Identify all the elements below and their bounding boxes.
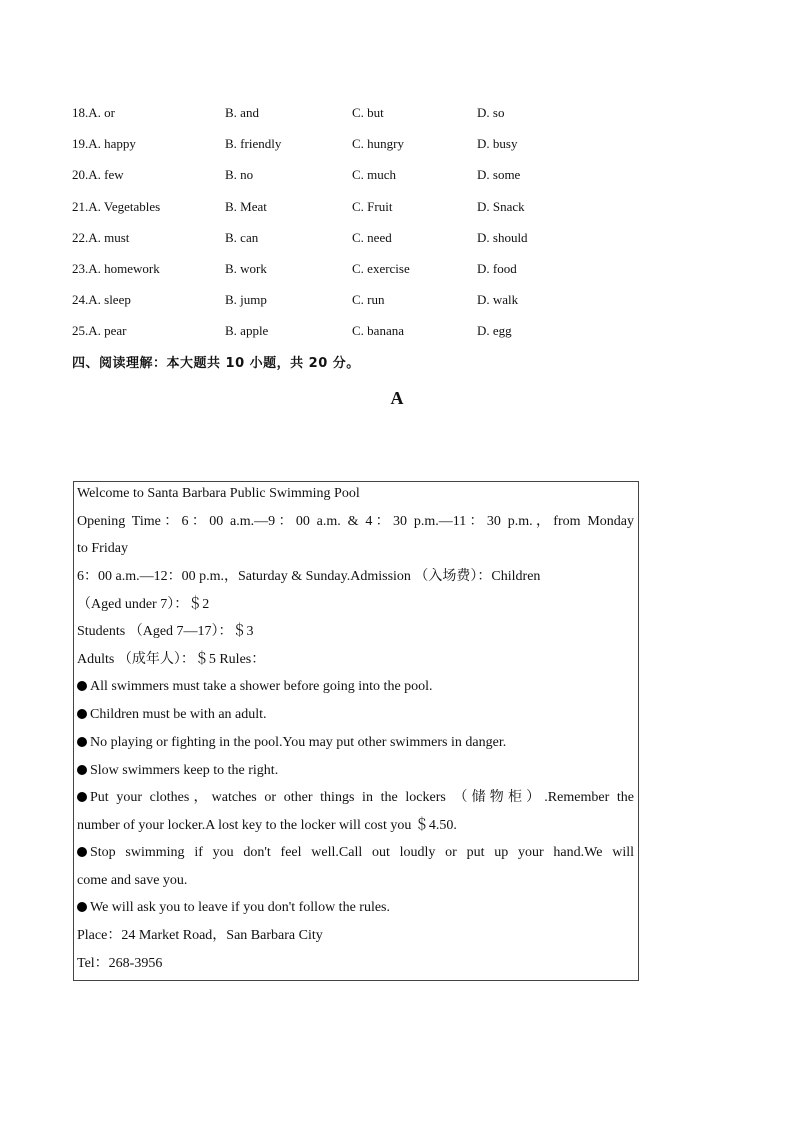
question-number: 25. <box>72 323 89 339</box>
option-b: B. apple <box>225 323 269 339</box>
question-number: 23. <box>72 261 89 276</box>
option-d: D. Snack <box>477 198 525 214</box>
weekend-hours: 6：00 a.m.—12：00 p.m.，Saturday & Sunday.Admission （入场费）：Children <box>77 569 541 584</box>
swimming-pool-notice <box>73 481 639 981</box>
option-a <box>72 228 129 248</box>
rule-item: We will ask you to leave if you don't follow the rules. <box>77 898 634 918</box>
bullet-icon <box>77 709 87 719</box>
price-students: Students （Aged 7—17）：＄3 <box>77 624 254 639</box>
option-a <box>72 290 131 310</box>
section-heading: 四、阅读理解：本大题共 10 小题，共 20 分。 <box>72 356 360 371</box>
option-a <box>72 321 127 341</box>
option-a <box>72 103 115 123</box>
opening-time-cont: to Friday <box>77 541 128 556</box>
option-b: B. and <box>225 105 259 120</box>
question-number: 18. <box>72 105 89 120</box>
option-b: B. jump <box>225 292 267 308</box>
place: Place：24 Market Road，San Barbara City <box>77 928 323 943</box>
option-b: B. can <box>225 229 259 245</box>
option-a-text: A. happy <box>88 136 136 152</box>
option-b: B. friendly <box>225 136 282 152</box>
option-c: C. but <box>352 105 384 120</box>
bullet-icon <box>77 765 87 775</box>
rule-item: Children must be with an adult. <box>77 705 634 725</box>
question-number: 21. <box>72 198 89 214</box>
option-c: C. banana <box>352 323 404 339</box>
option-a-text: A. or <box>88 105 115 120</box>
notice-title: Welcome to Santa Barbara Public Swimming Pool <box>77 486 360 501</box>
option-c: C. hungry <box>352 136 404 152</box>
option-a <box>72 197 160 217</box>
option-b: B. Meat <box>225 198 267 214</box>
bullet-icon <box>77 737 87 747</box>
option-d: D. food <box>477 261 517 276</box>
question-number: 19. <box>72 136 89 152</box>
option-a-text: A. sleep <box>88 292 131 308</box>
option-a-text: A. must <box>88 229 130 245</box>
passage-label: A <box>390 388 404 408</box>
option-c: C. exercise <box>352 261 410 276</box>
opening-time: Opening Time：6：00 a.m.—9：00 a.m. & 4：30 p.m.—11：30 p.m.，from Monday <box>77 514 634 529</box>
option-a-text: A. few <box>88 167 124 183</box>
question-number: 24. <box>72 292 89 308</box>
option-d: D. so <box>477 105 505 120</box>
option-c: C. much <box>352 167 397 183</box>
question-number: 22. <box>72 229 89 245</box>
rule-item: No playing or fighting in the pool.You may put other swimmers in danger. <box>77 733 634 753</box>
bullet-icon <box>77 792 87 802</box>
rule-item: All swimmers must take a shower before going into the pool. <box>77 677 634 697</box>
option-a-text: A. pear <box>88 323 127 339</box>
option-b: B. no <box>225 167 254 183</box>
bullet-icon <box>77 902 87 912</box>
option-d: D. egg <box>477 323 512 339</box>
option-b: B. work <box>225 261 267 276</box>
option-c: C. need <box>352 229 392 245</box>
option-d: D. should <box>477 229 528 245</box>
option-c: C. run <box>352 292 385 308</box>
bullet-icon <box>77 847 87 857</box>
telephone: Tel：268-3956 <box>77 956 163 971</box>
option-a <box>72 165 124 185</box>
option-d: D. some <box>477 167 521 183</box>
price-children: （Aged under 7）：＄2 <box>77 597 210 612</box>
rule-item: Stop swimming if you don't feel well.Call out loudly or put up your hand.We will <box>77 843 634 863</box>
bullet-icon <box>77 681 87 691</box>
rule-item: Put your clothes，watches or other things in the lockers （储物柜）.Remember the <box>77 788 634 808</box>
rule-item-cont: come and save you. <box>77 873 188 888</box>
option-a <box>72 259 160 279</box>
option-c: C. Fruit <box>352 198 393 214</box>
option-a-text: A. homework <box>88 261 160 276</box>
rule-item-cont: number of your locker.A lost key to the locker will cost you ＄4.50. <box>77 818 457 833</box>
rule-item: Slow swimmers keep to the right. <box>77 761 634 781</box>
option-d: D. busy <box>477 136 518 152</box>
option-d: D. walk <box>477 292 519 308</box>
option-a-text: A. Vegetables <box>88 198 161 214</box>
question-number: 20. <box>72 167 89 183</box>
option-a <box>72 134 136 154</box>
price-adults: Adults （成年人）：＄5 Rules： <box>77 652 266 667</box>
